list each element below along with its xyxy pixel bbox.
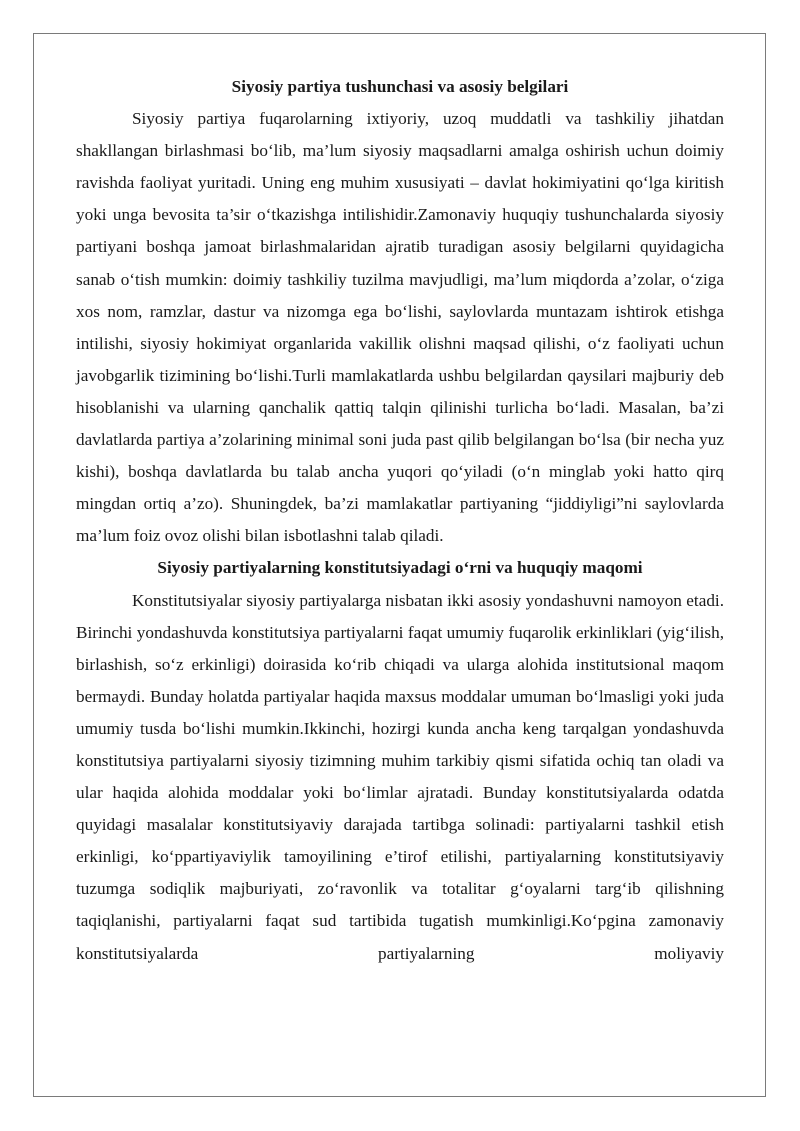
paragraph-1: Siyosiy partiya fuqarolarning ixtiyoriy, uzoq muddatli va tashkiliy jihatdan shakllangan birlashmasi bo‘lib, ma’lum siyosiy maqsadlarni amalga oshirish uchun doimiy ravishda faoliyat yuritadi. Uning eng muhim xususiyati – davlat hokimiyatini qo‘lga kiritish yoki unga bevosita ta’sir o‘tkazishga intilishidir.Zamonaviy huquqiy tushunchalarda siyosiy partiyani boshqa jamoat birlashmalaridan ajratib turadigan asosiy belgilarni quyidagicha sanab o‘tish mumkin: doimiy tashkiliy tuzilma mavjudligi, ma’lum miqdorda a’zolar, o‘ziga xos nom, ramzlar, dastur va nizomga ega bo‘lishi, saylovlarda muntazam ishtirok etishga intilishi, siyosiy hokimiyat organlarida vakillik olishni maqsad qilishi, o‘z faoliyati uchun javobgarlik tizimining bo‘lishi.Turli mamlakatlarda ushbu belgilardan qaysilari majburiy deb hisoblanishi va ularning qanchalik qattiq talqin qilinishi turlicha bo‘ladi. Masalan, ba’zi davlatlarda partiya a’zolarining minimal soni juda past qilib belgilangan bo‘lsa (bir necha yuz kishi), boshqa davlatlarda bu talab ancha yuqori qo‘yiladi (o‘n minglab yoki hatto qirq mingdan ortiq a’zo). Shuningdek, ba’zi mamlakatlar partiyaning “jiddiyligi”ni saylovlarda ma’lum foiz ovoz olishi bilan isbotlashni talab qiladi. bbox=[76, 109, 724, 546]
section-heading-2: Siyosiy partiyalarning konstitutsiyadagi o‘rni va huquqiy maqomi bbox=[157, 558, 643, 578]
paragraph-2: Konstitutsiyalar siyosiy partiyalarga nisbatan ikki asosiy yondashuvni namoyon etadi. Birinchi yondashuvda konstitutsiya partiyalarni faqat umumiy fuqarolik erkinliklari (yig‘ilish, birlashish, so‘z erkinligi) doirasida ko‘rib chiqadi va ularga alohida institutsional maqom bermaydi. Bunday holatda partiyalar haqida maxsus moddalar umuman bo‘lmasligi yoki juda umumiy tusda bo‘lishi mumkin.Ikkinchi, hozirgi kunda ancha keng tarqalgan yondashuvda konstitutsiya partiyalarni siyosiy tizimning muhim tarkibiy qismi sifatida ochiq tan oladi va ular haqida alohida moddalar yoki bo‘limlar ajratadi. Bunday konstitutsiyalarda odatda quyidagi masalalar konstitutsiyaviy darajada tartibga solinadi: partiyalarni tashkil etish erkinligi, ko‘ppartiyaviylik tamoyilining e’tirof etilishi, partiyalarning konstitutsiyaviy tuzumga sodiqlik majburiyati, zo‘ravonlik va totalitar g‘oyalarni targ‘ib qilishning taqiqlanishi, partiyalarni faqat sud tartibida tugatish mumkinligi.Ko‘pgina zamonaviy konstitutsiyalarda partiyalarning moliyaviy bbox=[76, 590, 724, 963]
section-heading-1: Siyosiy partiya tushunchasi va asosiy belgilari bbox=[231, 77, 569, 96]
document-body bbox=[76, 71, 724, 970]
